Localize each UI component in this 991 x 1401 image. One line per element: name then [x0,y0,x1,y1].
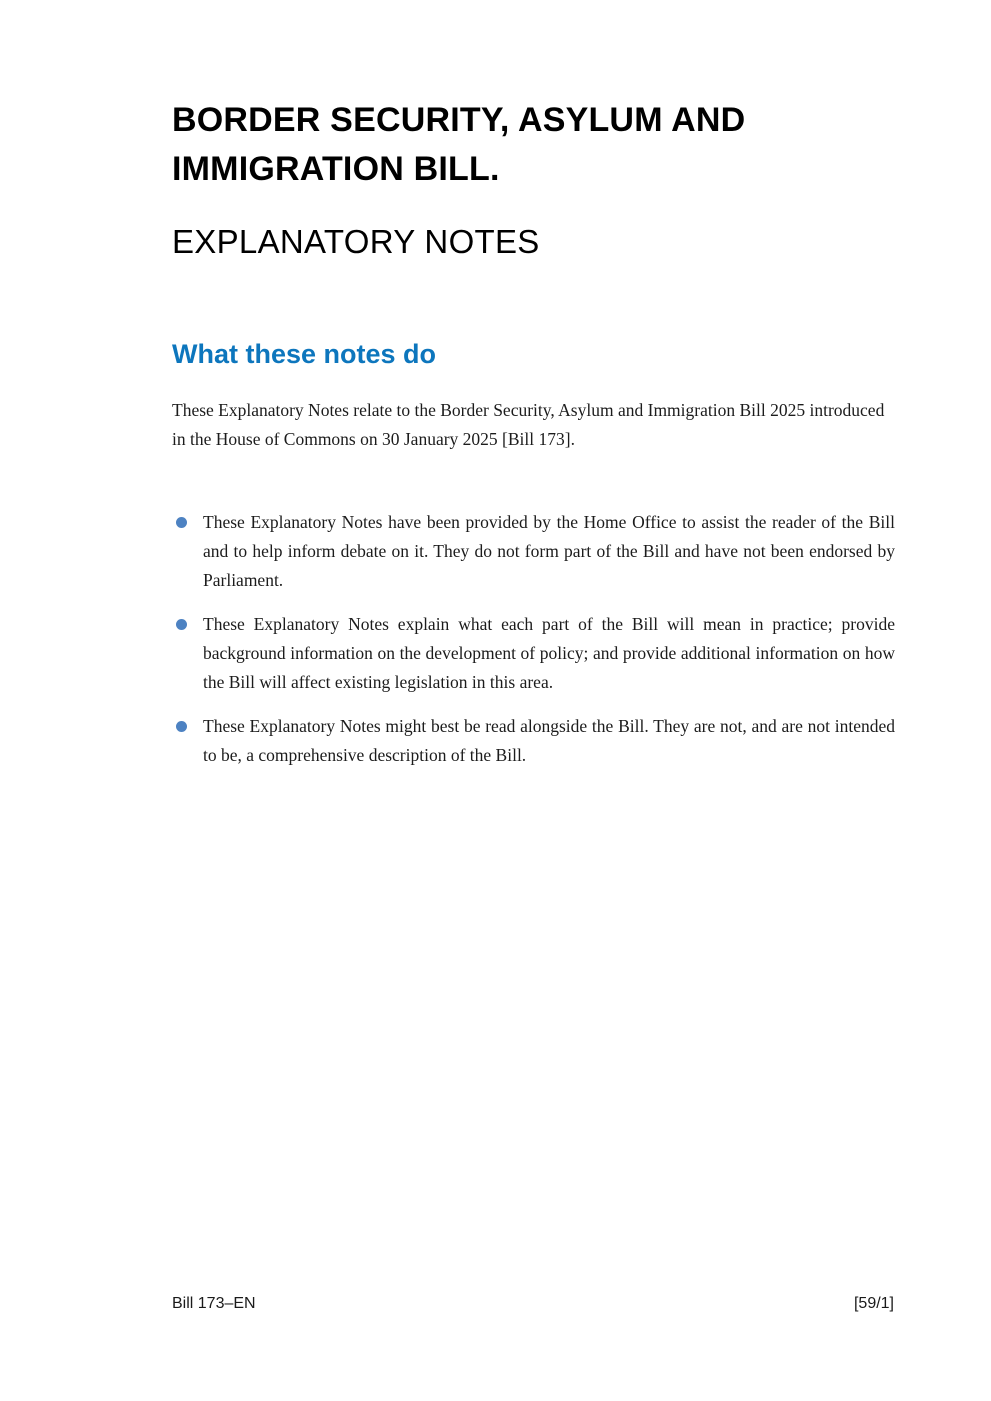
bullet-item [172,712,895,770]
footer-bill-number: Bill 173–EN [172,1295,256,1312]
bill-title: BORDER SECURITY, ASYLUM AND IMMIGRATION BILL. [172,101,746,188]
notes-bullet-list [172,508,895,770]
bullet-text: These Explanatory Notes explain what each part of the Bill will mean in practice; provide background information on the development of policy; and provide additional information on how the Bill will affect existing legislation in this area. [203,613,895,692]
bullet-marker-icon [176,517,187,528]
bullet-item [172,508,895,595]
intro-paragraph: These Explanatory Notes relate to the Border Security, Asylum and Immigration Bill 2025 introduced in the House of Commons on 30 January 2025 [Bill 173]. [172,399,885,449]
bullet-marker-icon [176,721,187,732]
section-heading: What these notes do [172,338,437,369]
bullet-marker-icon [176,619,187,630]
footer-session-reference: [59/1] [853,1295,894,1312]
bullet-text: These Explanatory Notes have been provided by the Home Office to assist the reader of the Bill and to help inform debate on it. They do not form part of the Bill and have not been endorsed by Parliament. [203,511,895,590]
page-footer [172,1295,894,1313]
bullet-text: These Explanatory Notes might best be read alongside the Bill. They are not, and are not intended to be, a comprehensive description of the Bill. [203,715,895,765]
bullet-item [172,610,895,697]
document-subtitle: EXPLANATORY NOTES [172,223,540,260]
